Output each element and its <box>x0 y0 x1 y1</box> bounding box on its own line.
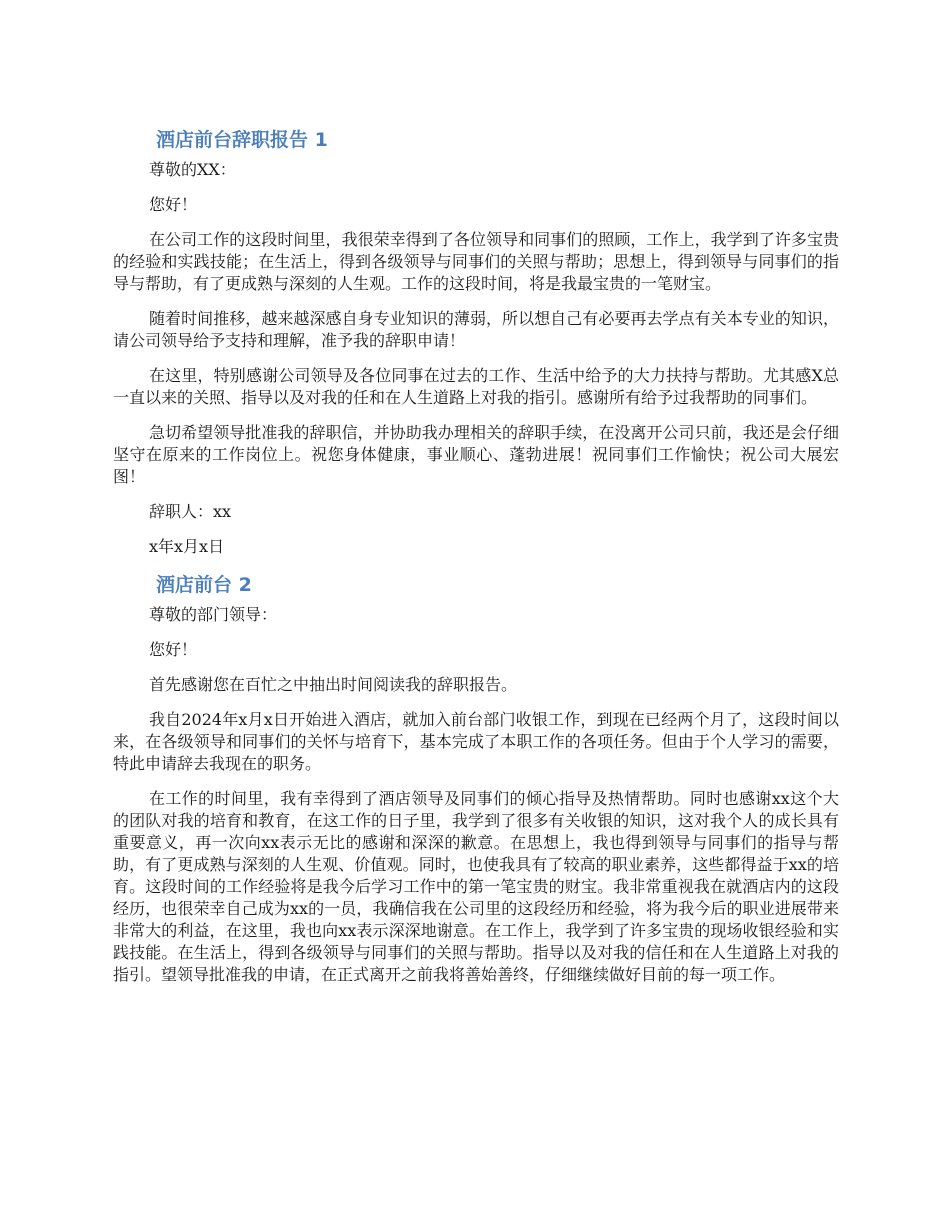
section-2-salutation: 尊敬的部门领导： <box>149 605 278 624</box>
section-2-greeting: 您好！ <box>149 640 198 659</box>
section-1-paragraph: 随着时间推移，越来越深感自身专业知识的薄弱，所以想自己有必要再去学点有关本专业的知识，请公司领导给予支持和理解，准予我的辞职申请！ <box>113 309 839 350</box>
section-2-paragraph: 在工作的时间里，我有幸得到了酒店领导及同事们的倾心指导及热情帮助。同时也感谢xx这个大的团队对我的培育和教育，在这工作的日子里，我学到了很多有关收银的知识，这对我个人的成长具有重要意义，再一次向xx表示无比的感谢和深深的歉意。在思想上，我也得到领导与同事们的指导与帮助，有了更成熟与深刻的人生观、价值观。同时，也使我具有了较高的职业素养，这些都得益于xx的培育。这段时间的工作经验将是我今后学习工作中的第一笔宝贵的财宝。我非常重视我在就酒店内的这段经历，也很荣幸自己成为xx的一员，我确信我在公司里的这段经历和经验，将为我今后的职业进展带来非常大的利益，在这里，我也向xx表示深深地谢意。在工作上，我学到了许多宝贵的现场收银经验和实践技能。在生活上，得到各级领导与同事们的关照与帮助。指导以及对我的信任和在人生道路上对我的指引。望领导批准我的申请，在正式离开之前我将善始善终，仔细继续做好目前的每一项工作。 <box>113 789 839 984</box>
document-page <box>113 126 839 999</box>
section-2-paragraph: 首先感谢您在百忙之中抽出时间阅读我的辞职报告。 <box>149 675 518 694</box>
section-1-greeting: 您好！ <box>149 195 198 214</box>
section-1-title: 酒店前台辞职报告 1 <box>156 129 328 151</box>
section-2-paragraph: 我自2024年x月x日开始进入酒店，就加入前台部门收银工作，到现在已经两个月了，这段时间以来，在各级领导和同事们的关怀与培育下，基本完成了本职工作的各项任务。但由于个人学习的需要，特此申请辞去我现在的职务。 <box>113 710 839 773</box>
section-1-date: x年x月x日 <box>149 537 225 556</box>
section-2-title: 酒店前台 2 <box>156 574 252 596</box>
section-1-paragraph: 急切希望领导批准我的辞职信，并协助我办理相关的辞职手续，在没离开公司只前，我还是会仔细坚守在原来的工作岗位上。祝您身体健康，事业顺心、蓬勃进展！祝同事们工作愉快；祝公司大展宏图！ <box>113 423 839 486</box>
section-1-signer: 辞职人：xx <box>149 502 232 521</box>
section-1-paragraph: 在公司工作的这段时间里，我很荣幸得到了各位领导和同事们的照顾，工作上，我学到了许多宝贵的经验和实践技能；在生活上，得到各级领导与同事们的关照与帮助；思想上，得到领导与同事们的指导与帮助，有了更成熟与深刻的人生观。工作的这段时间，将是我最宝贵的一笔财宝。 <box>113 230 839 293</box>
section-1-paragraph: 在这里，特别感谢公司领导及各位同事在过去的工作、生活中给予的大力扶持与帮助。尤其感X总一直以来的关照、指导以及对我的任和在人生道路上对我的指引。感谢所有给予过我帮助的同事们。 <box>113 366 839 407</box>
section-1-salutation: 尊敬的XX： <box>149 160 236 179</box>
